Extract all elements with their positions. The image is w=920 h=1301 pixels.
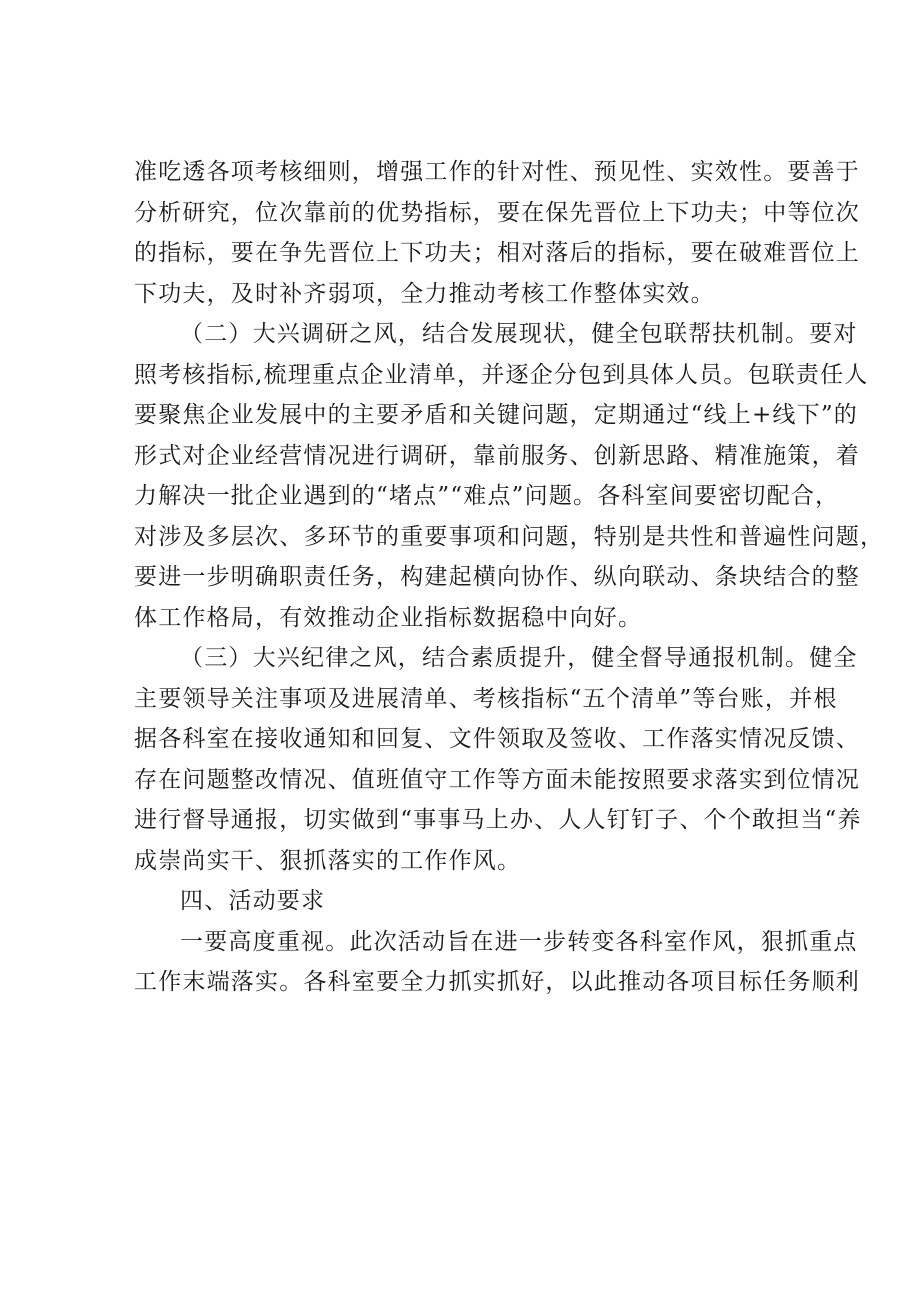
body-line: 下功夫，及时补齐弱项，全力推动考核工作整体实效。 — [134, 280, 715, 307]
body-line: 要进一步明确职责任务，构建起横向协作、纵向联动、条块结合的整 — [134, 564, 860, 590]
body-line: 分析研究，位次靠前的优势指标，要在保先晋位上下功夫；中等位次 — [134, 199, 860, 226]
body-line: 体工作格局，有效推动企业指标数据稳中向好。 — [134, 604, 643, 631]
body-line: 一要高度重视。此次活动旨在进一步转变各科室作风，狠抓重点 — [180, 928, 858, 955]
body-line: 照考核指标,梳理重点企业清单，并逐企分包到具体人员。包联责任人 — [134, 361, 869, 388]
body-line: 进行督导通报，切实做到“事事马上办、人人钉钉子、个个敢担当“养 — [134, 807, 862, 833]
body-line: 力解决一批企业遇到的“堵点”“难点”问题。各科室间要密切配合， — [134, 483, 840, 509]
body-line: 形式对企业经营情况进行调研，靠前服务、创新思路、精准施策，着 — [134, 442, 860, 469]
body-line: 工作末端落实。各科室要全力抓实抓好，以此推动各项目标任务顺利 — [134, 969, 860, 995]
document-body — [134, 152, 885, 1003]
section-two-heading-line: （二）大兴调研之风，结合发展现状，健全包联帮扶机制。要对 — [180, 321, 858, 347]
body-line: 据各科室在接收通知和回复、文件领取及签收、工作落实情况反馈、 — [134, 726, 860, 752]
body-line: 的指标，要在争先晋位上下功夫；相对落后的指标，要在破难晋位上 — [134, 240, 860, 266]
body-line: 成崇尚实干、狠抓落实的工作作风。 — [134, 847, 522, 874]
body-line: 主要领导关注事项及进展清单、考核指标“五个清单”等台账，并根 — [134, 685, 838, 712]
body-line: 对涉及多层次、多环节的重要事项和问题，特别是共性和普遍性问题， — [134, 523, 885, 550]
body-line: 准吃透各项考核细则，增强工作的针对性、预见性、实效性。要善于 — [134, 159, 860, 185]
section-three-heading-line: （三）大兴纪律之风，结合素质提升，健全督导通报机制。健全 — [180, 645, 858, 671]
body-line: 存在问题整改情况、值班值守工作等方面未能按照要求落实到位情况 — [134, 766, 860, 793]
section-four-heading: 四、活动要求 — [180, 888, 326, 914]
body-line: 要聚焦企业发展中的主要矛盾和关键问题，定期通过“线上+线下”的 — [134, 402, 858, 428]
